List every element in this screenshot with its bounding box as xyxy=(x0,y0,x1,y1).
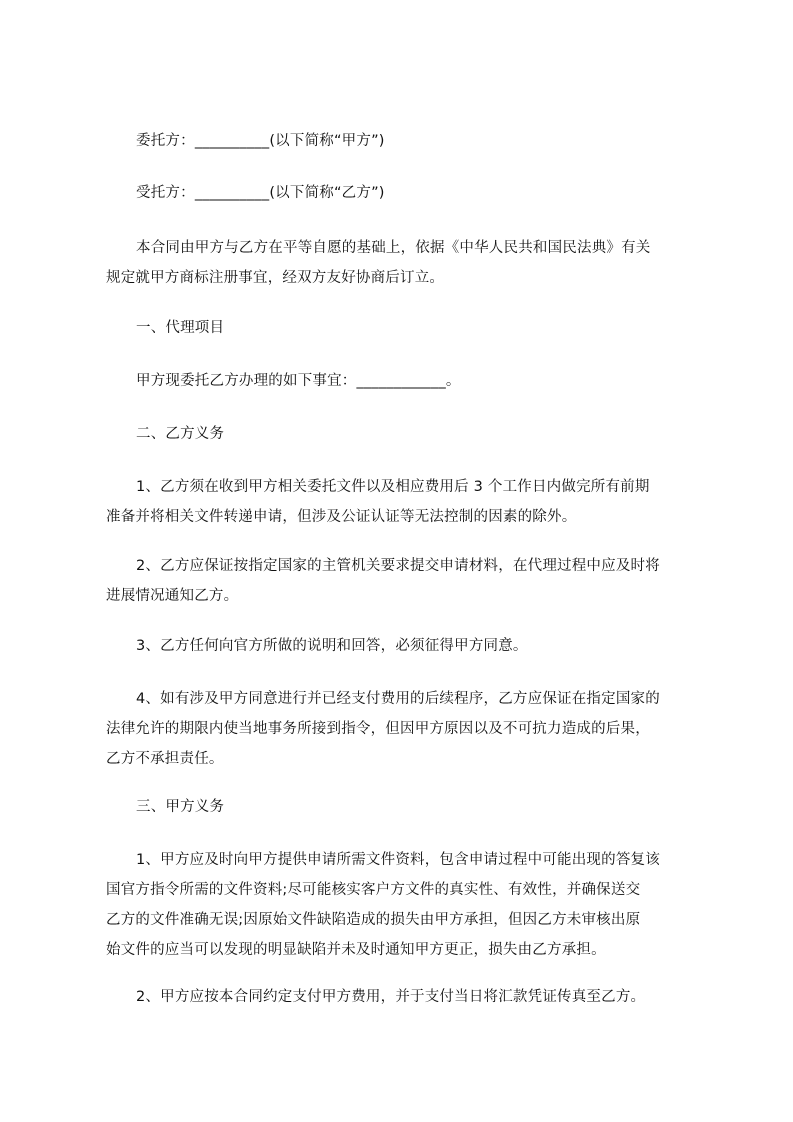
section-2-item-1 xyxy=(106,472,714,532)
section-3-item-1 xyxy=(106,845,714,965)
section-2-item-2-line-1: 2、乙方应保证按指定国家的主管机关要求提交申请材料，在代理过程中应及时将 xyxy=(136,558,660,574)
section-1-text xyxy=(136,366,711,396)
section-2-item-2 xyxy=(106,551,714,611)
section-1-blank: ____________ xyxy=(356,373,446,389)
party-b-label: 受托方： xyxy=(136,185,195,201)
section-2-item-4 xyxy=(106,684,714,774)
section-3-item-1-line-4: 始文件的应当可以发现的明显缺陷并未及时通知甲方更正，损失由乙方承担。 xyxy=(106,942,606,958)
party-a-label: 委托方： xyxy=(136,133,195,149)
section-2-item-2-line-2: 进展情况通知乙方。 xyxy=(106,588,239,604)
section-3-item-1-line-3: 乙方的文件准确无误;因原始文件缺陷造成的损失由甲方承担，但因乙方未审核出原 xyxy=(106,912,641,928)
section-1-title: 一、代理项目 xyxy=(136,320,225,336)
party-a-line xyxy=(136,126,711,156)
section-3-item-1-line-2: 国官方指令所需的文件资料;尽可能核实客户方文件的真实性、有效性，并确保送交 xyxy=(106,882,641,898)
section-3-item-1-line-1: 1、甲方应及时向甲方提供申请所需文件资料，包含申请过程中可能出现的答复该 xyxy=(136,852,660,868)
section-2-item-4-line-2: 法律允许的期限内使当地事务所接到指令，但因甲方原因以及不可抗力造成的后果， xyxy=(106,721,650,737)
section-3-title: 三、甲方义务 xyxy=(136,799,225,815)
party-b-blank: __________ xyxy=(194,185,270,201)
section-1-end: 。 xyxy=(445,373,461,389)
party-a-blank: __________ xyxy=(194,133,270,149)
section-1-text-main: 甲方现委托乙方办理的如下事宜： xyxy=(136,373,357,389)
party-b-suffix: (以下简称“乙方”) xyxy=(269,185,385,201)
intro-line-2: 规定就甲方商标注册事宜，经双方友好协商后订立。 xyxy=(106,270,445,286)
intro-paragraph xyxy=(106,233,714,293)
section-2-item-3: 3、乙方任何向官方所做的说明和回答，必须征得甲方同意。 xyxy=(136,638,528,654)
section-2-item-4-line-1: 4、如有涉及甲方同意进行并已经支付费用的后续程序，乙方应保证在指定国家的 xyxy=(136,691,660,707)
section-2-item-4-line-3: 乙方不承担责任。 xyxy=(106,751,224,767)
section-2-item-1-line-1: 1、乙方须在收到甲方相关委托文件以及相应费用后 3 个工作日内做完所有前期 xyxy=(136,479,650,495)
section-3-item-2: 2、甲方应按本合同约定支付甲方费用，并于支付当日将汇款凭证传真至乙方。 xyxy=(136,989,646,1005)
intro-line-1: 本合同由甲方与乙方在平等自愿的基础上，依据《中华人民共和国民法典》有关 xyxy=(136,240,651,256)
section-2-title: 二、乙方义务 xyxy=(136,426,225,442)
party-b-line xyxy=(136,178,711,208)
section-2-item-1-line-2: 准备并将相关文件转递申请，但涉及公证认证等无法控制的因素的除外。 xyxy=(106,509,577,525)
party-a-suffix: (以下简称“甲方”) xyxy=(269,133,385,149)
